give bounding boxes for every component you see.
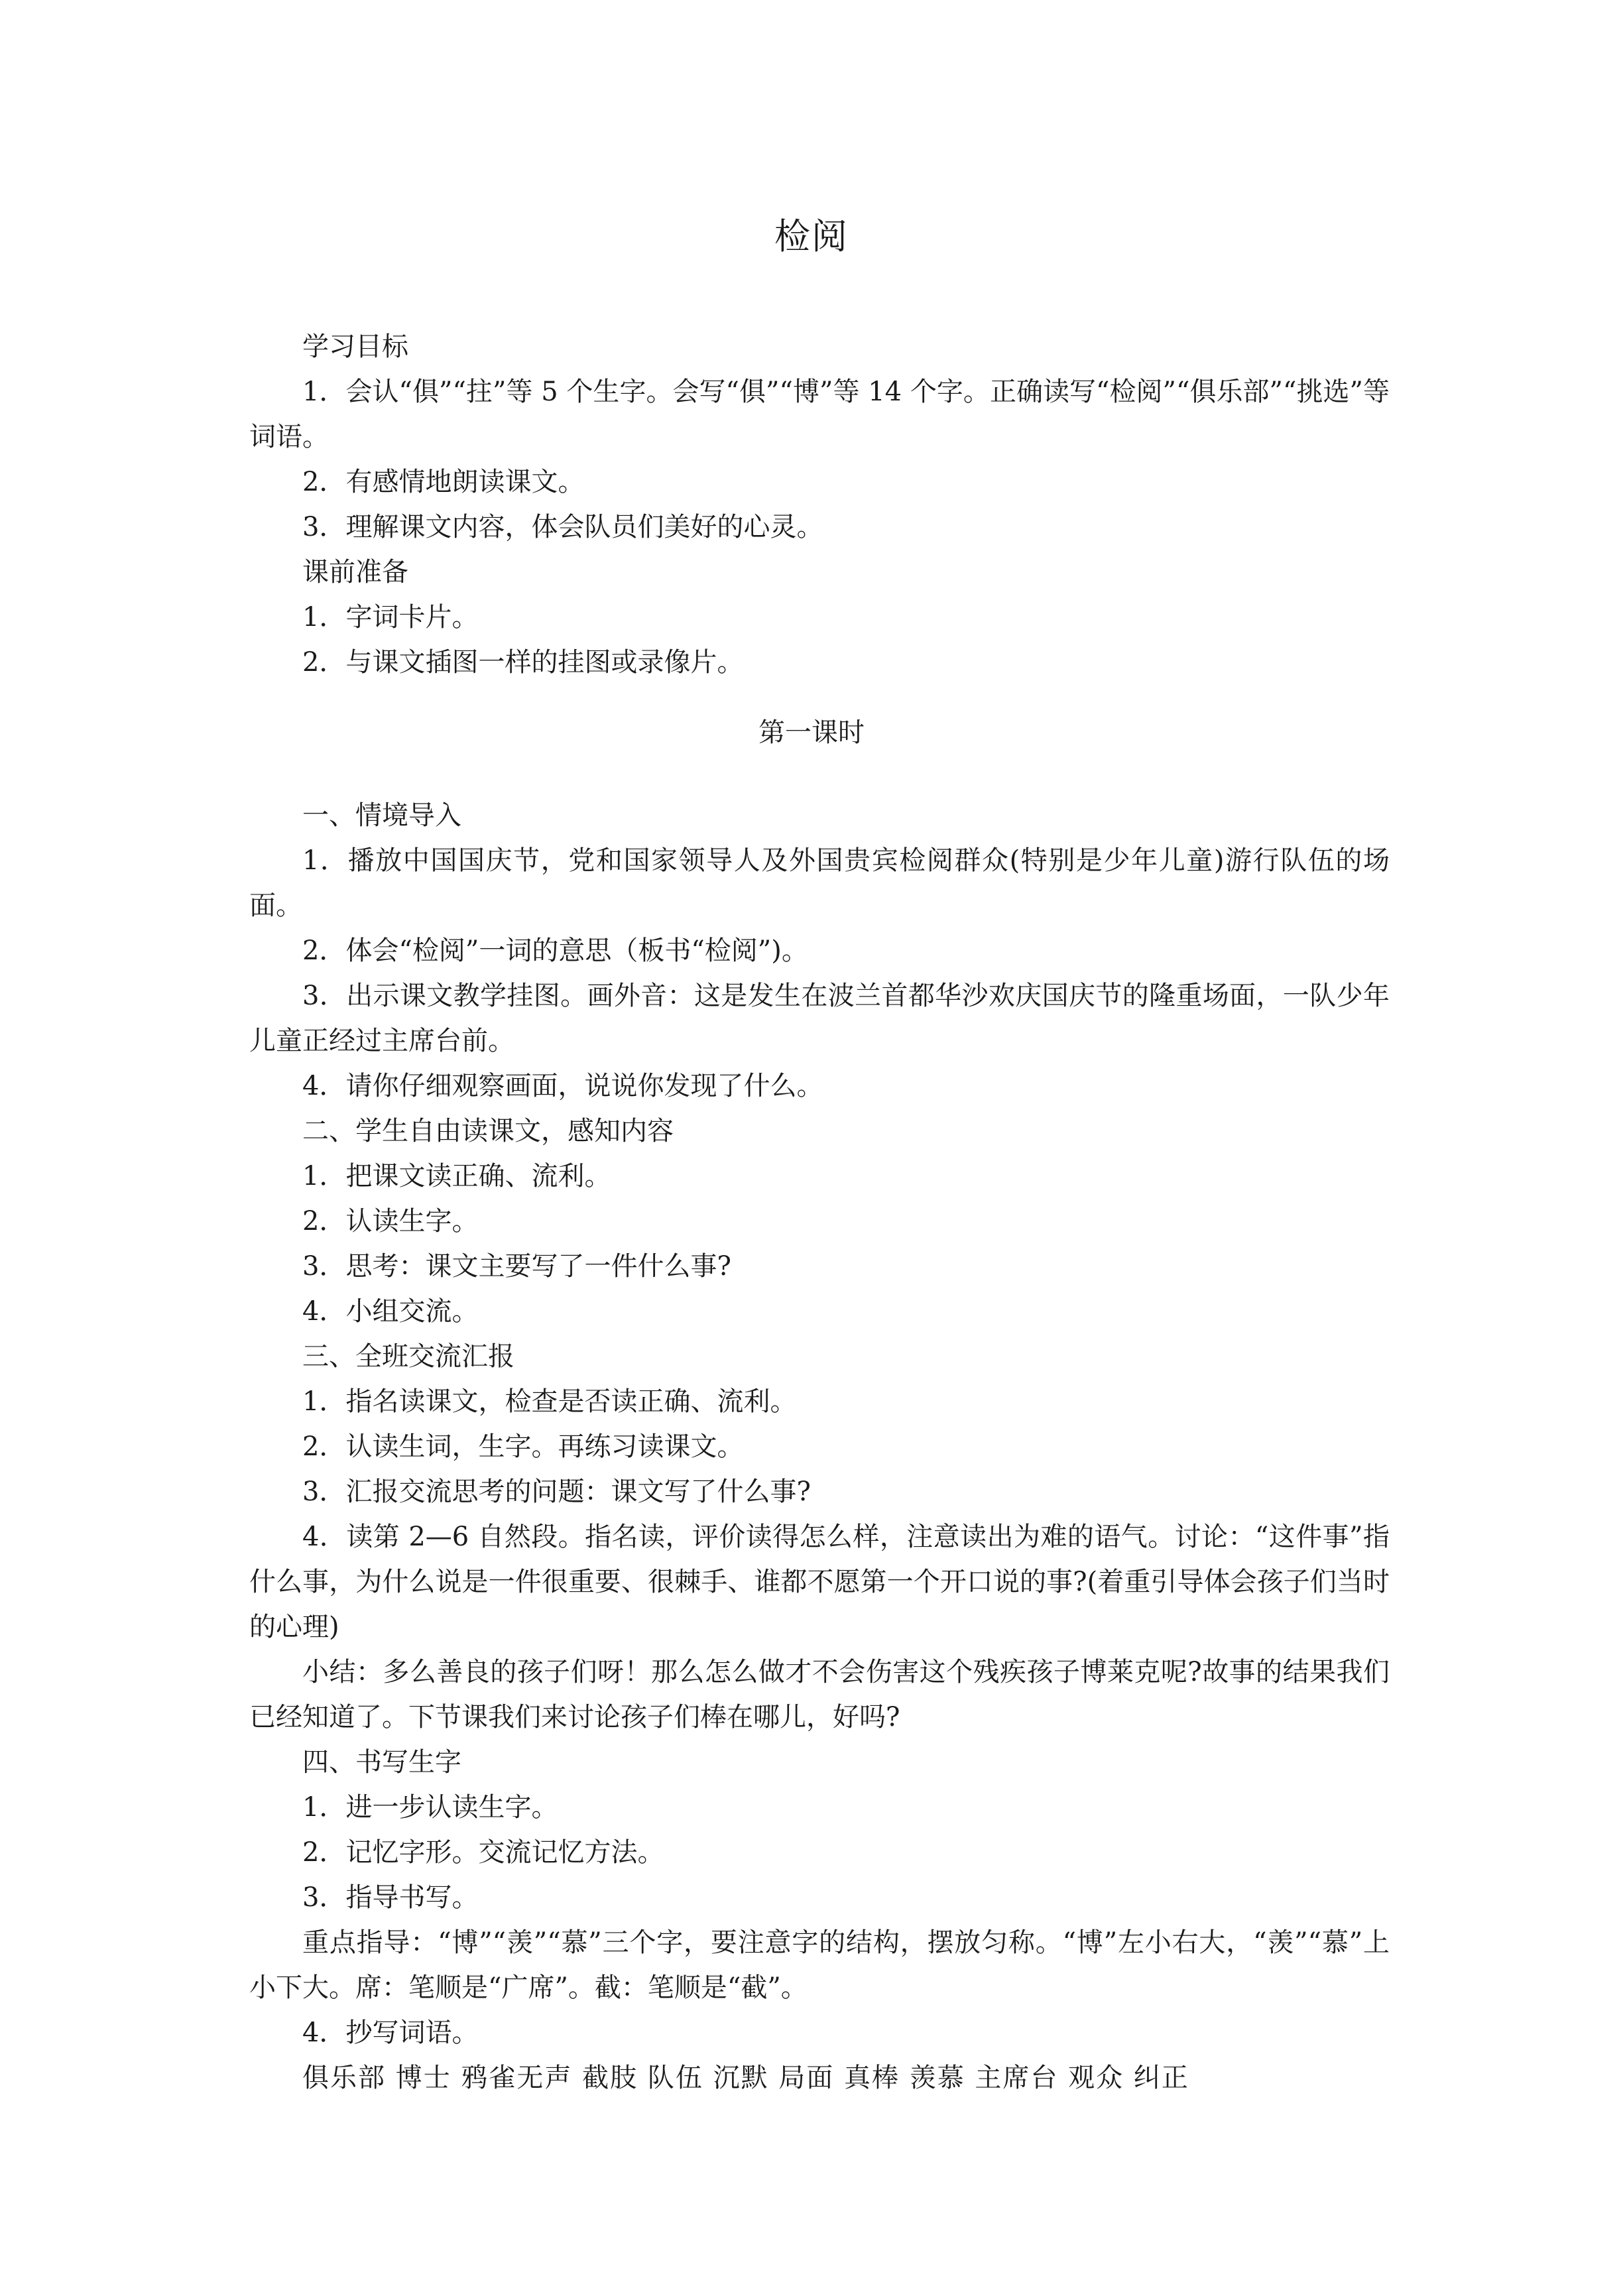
list-item: 3．汇报交流思考的问题：课文写了什么事? [302, 1477, 811, 1507]
list-item: 2．记忆字形。交流记忆方法。 [302, 1837, 664, 1868]
lesson-subheading: 第一课时 [758, 717, 865, 748]
heading-learning-goals: 学习目标 [302, 332, 408, 362]
heading-step-4: 四、书写生字 [302, 1747, 461, 1778]
objectives-section [249, 324, 1390, 685]
heading-step-1: 一、情境导入 [302, 800, 461, 831]
heading-step-2: 二、学生自由读课文，感知内容 [302, 1116, 674, 1146]
goal-item-1: 1．会认“俱”“拄”等 5 个生字。会写“俱”“博”等 14 个字。正确读写“检阅”“俱乐部”“挑选”等词语。 [249, 377, 1390, 452]
prep-item-1: 1．字词卡片。 [302, 602, 479, 633]
goal-item-2: 2．有感情地朗读课文。 [302, 467, 585, 497]
heading-step-3: 三、全班交流汇报 [302, 1341, 514, 1372]
list-item: 3．指导书写。 [302, 1882, 479, 1913]
summary-paragraph: 小结：多么善良的孩子们呀！那么怎么做才不会伤害这个残疾孩子博莱克呢?故事的结果我们已经知道了。下节课我们来讨论孩子们棒在哪儿，好吗? [249, 1657, 1390, 1732]
list-item: 2．认读生词，生字。再练习读课文。 [302, 1431, 744, 1462]
goal-item-3: 3．理解课文内容，体会队员们美好的心灵。 [302, 512, 823, 542]
list-item: 1．把课文读正确、流利。 [302, 1161, 611, 1191]
list-item: 4．请你仔细观察画面，说说你发现了什么。 [302, 1071, 823, 1101]
heading-preparation: 课前准备 [302, 557, 408, 587]
list-item: 4．抄写词语。 [302, 2018, 479, 2048]
list-item: 3．出示课文教学挂图。画外音：这是发生在波兰首都华沙欢庆国庆节的隆重场面，一队少年儿童正经过主席台前。 [249, 981, 1390, 1056]
prep-item-2: 2．与课文插图一样的挂图或录像片。 [302, 647, 744, 678]
list-item: 1．指名读课文，检查是否读正确、流利。 [302, 1386, 797, 1417]
lesson-section [249, 793, 1390, 2100]
list-item: 4．读第 2—6 自然段。指名读，评价读得怎么样，注意读出为难的语气。讨论：“这件事”指什么事，为什么说是一件很重要、很棘手、谁都不愿第一个开口说的事?(着重引导体会孩子们当时的心理) [249, 1522, 1390, 1642]
list-item: 1．进一步认读生字。 [302, 1792, 558, 1823]
list-item: 4．小组交流。 [302, 1296, 479, 1327]
guidance-paragraph: 重点指导：“博”“羡”“慕”三个字，要注意字的结构，摆放匀称。“博”左小右大，“羡”“慕”上小下大。席：笔顺是“广席”。截：笔顺是“截”。 [249, 1927, 1390, 2003]
list-item: 1．播放中国国庆节，党和国家领导人及外国贵宾检阅群众(特别是少年儿童)游行队伍的场面。 [249, 845, 1390, 921]
page-title: 检阅 [774, 215, 849, 257]
list-item: 3．思考：课文主要写了一件什么事? [302, 1251, 731, 1282]
list-item: 2．体会“检阅”一词的意思（板书“检阅”)。 [302, 936, 808, 966]
vocabulary-list: 俱乐部 博士 鸦雀无声 截肢 队伍 沉默 局面 真棒 羡慕 主席台 观众 纠正 [302, 2063, 1189, 2093]
list-item: 2．认读生字。 [302, 1206, 479, 1237]
